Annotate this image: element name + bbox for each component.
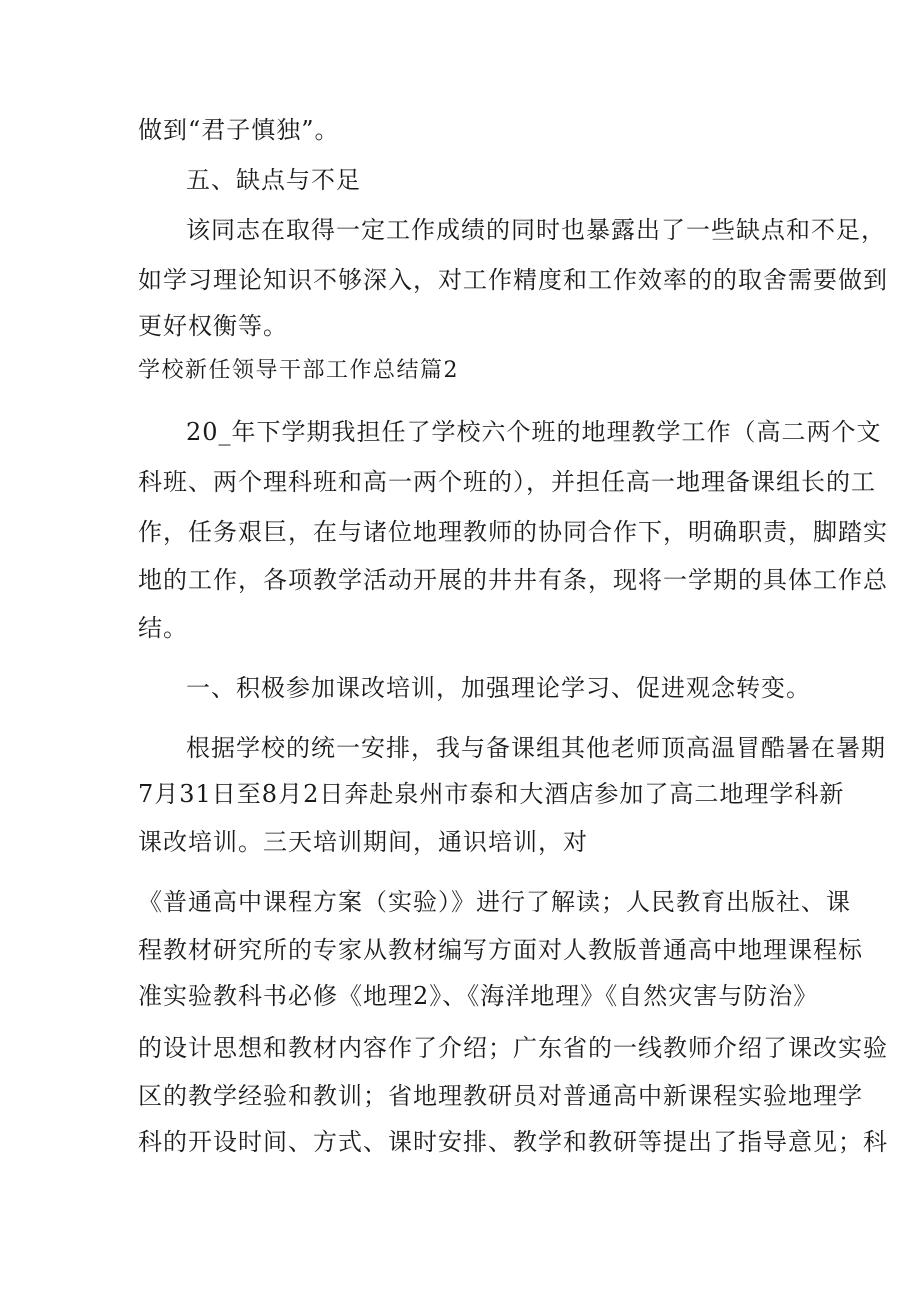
text-line: 科的开设时间、方式、课时安排、教学和教研等提出了指导意见；科 — [138, 1128, 888, 1156]
text-line: 区的教学经验和教训；省地理教研员对普通高中新课程实验地理学 — [138, 1082, 863, 1110]
text-line: 程教材研究所的专家从教材编写方面对人教版普通高中地理课程标 — [138, 936, 863, 964]
article-title: 学校新任领导干部工作总结篇2 — [138, 358, 459, 383]
text-line: 课改培训。三天培训期间，通识培训，对 — [138, 828, 588, 856]
text-line: 7月31日至8月2日奔赴泉州市泰和大酒店参加了高二地理学科新 — [138, 780, 845, 808]
text-line: 《普通高中课程方案（实验）》进行了解读；人民教育出版社、课 — [138, 888, 851, 916]
section-heading: 一、积极参加课改培训，加强理论学习、促进观念转变。 — [186, 674, 811, 702]
text-line: 科班、两个理科班和高一两个班的），并担任高一地理备课组长的工 — [138, 468, 876, 496]
text-line: 准实验教科书必修《地理2》、《海洋地理》《自然灾害与防治》 — [138, 982, 819, 1010]
text-line: 结。 — [138, 614, 188, 642]
section-heading: 五、缺点与不足 — [186, 166, 361, 194]
text-line: 更好权衡等。 — [138, 312, 288, 340]
text-line: 地的工作，各项教学活动开展的井井有条，现将一学期的具体工作总 — [138, 566, 888, 594]
text-line: 的设计思想和教材内容作了介绍；广东省的一线教师介绍了课改实验 — [138, 1034, 888, 1062]
text-line: 如学习理论知识不够深入，对工作精度和工作效率的的取舍需要做到 — [138, 266, 888, 294]
text-line: 做到“君子慎独”。 — [138, 116, 340, 144]
text-line: 根据学校的统一安排，我与备课组其他老师顶高温冒酷暑在暑期 — [186, 734, 886, 762]
text-line: 作，任务艰巨，在与诸位地理教师的协同合作下，明确职责，脚踏实 — [138, 518, 888, 546]
text-line: 20_年下学期我担任了学校六个班的地理教学工作（高二两个文 — [186, 418, 882, 446]
text-line: 该同志在取得一定工作成绩的同时也暴露出了一些缺点和不足， — [186, 216, 886, 244]
